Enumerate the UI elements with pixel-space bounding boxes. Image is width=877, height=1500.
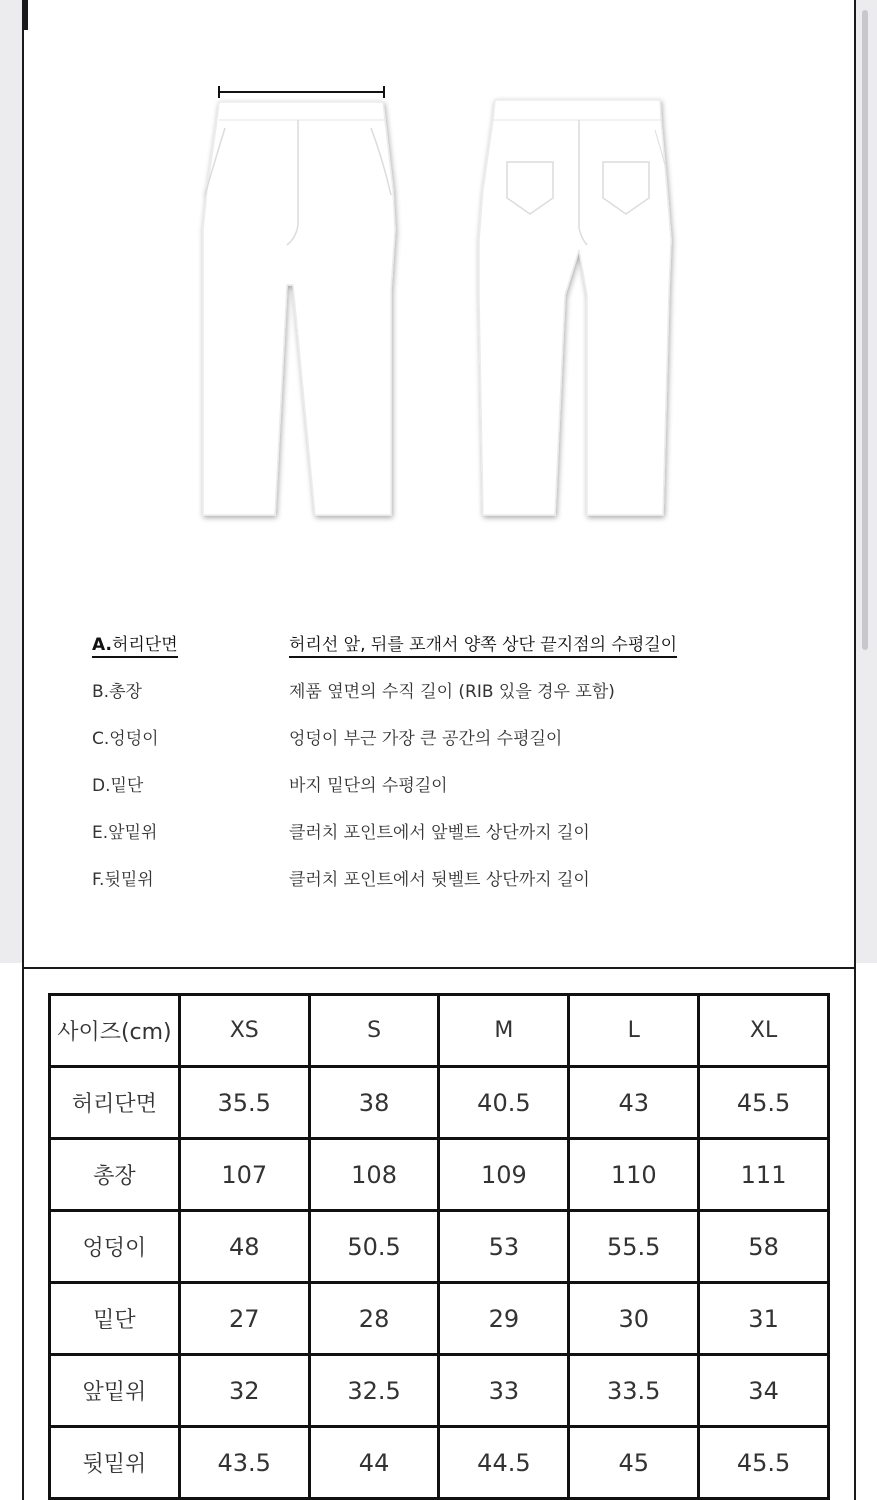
- table-header-cell: M: [439, 995, 569, 1067]
- desc-row-back-rise: [92, 865, 792, 912]
- table-cell: 43: [569, 1067, 699, 1139]
- desc-row-hem: [92, 771, 792, 818]
- table-cell: 45.5: [699, 1427, 829, 1499]
- desc-code: E.: [92, 823, 109, 843]
- table-cell: 29: [439, 1283, 569, 1355]
- table-cell: 28: [309, 1283, 439, 1355]
- row-label: 밑단: [50, 1283, 180, 1355]
- table-cell: 33: [439, 1355, 569, 1427]
- table-cell: 38: [309, 1067, 439, 1139]
- desc-name: 엉덩이: [109, 729, 159, 749]
- table-cell: 58: [699, 1211, 829, 1283]
- desc-term: [92, 724, 159, 749]
- section-divider: [24, 967, 854, 969]
- desc-name: 앞밑위: [108, 823, 158, 843]
- table-header-cell: L: [569, 995, 699, 1067]
- table-cell: 50.5: [309, 1211, 439, 1283]
- table-row: [50, 1211, 829, 1283]
- desc-term: [92, 818, 157, 843]
- table-cell: 108: [309, 1139, 439, 1211]
- desc-code: D.: [92, 776, 111, 796]
- table-cell: 43.5: [179, 1427, 309, 1499]
- table-cell: 40.5: [439, 1067, 569, 1139]
- desc-name: 뒷밑위: [104, 870, 154, 890]
- table-cell: 45.5: [699, 1067, 829, 1139]
- table-cell: 30: [569, 1283, 699, 1355]
- table-cell: 110: [569, 1139, 699, 1211]
- desc-text: 허리선 앞, 뒤를 포개서 양쪽 상단 끝지점의 수평길이: [289, 630, 677, 658]
- table-cell: 111: [699, 1139, 829, 1211]
- table-cell: 107: [179, 1139, 309, 1211]
- desc-row-waist: [92, 630, 792, 677]
- table-cell: 35.5: [179, 1067, 309, 1139]
- table-row: [50, 1283, 829, 1355]
- desc-row-length: [92, 677, 792, 724]
- table-cell: 109: [439, 1139, 569, 1211]
- desc-text: 클러치 포인트에서 뒷벨트 상단까지 길이: [289, 870, 590, 890]
- pants-front-icon: [203, 102, 395, 515]
- table-cell: 48: [179, 1211, 309, 1283]
- row-label: 앞밑위: [50, 1355, 180, 1427]
- table-cell: 34: [699, 1355, 829, 1427]
- row-label: 허리단면: [50, 1067, 180, 1139]
- size-table: [48, 993, 830, 1500]
- table-row: [50, 1355, 829, 1427]
- table-cell: 45: [569, 1427, 699, 1499]
- desc-row-front-rise: [92, 818, 792, 865]
- table-row: [50, 1067, 829, 1139]
- table-header-row: [50, 995, 829, 1067]
- table-cell: 33.5: [569, 1355, 699, 1427]
- desc-text: 바지 밑단의 수평길이: [289, 776, 448, 796]
- table-cell: 32: [179, 1355, 309, 1427]
- table-row: [50, 1139, 829, 1211]
- desc-code: A.: [92, 635, 112, 655]
- desc-term: [92, 771, 143, 796]
- row-label: 뒷밑위: [50, 1427, 180, 1499]
- scrollbar[interactable]: [862, 0, 868, 1500]
- desc-name: 밑단: [110, 776, 144, 796]
- table-header-cell: S: [309, 995, 439, 1067]
- waist-measure-line-icon: [219, 86, 384, 98]
- table-cell: 31: [699, 1283, 829, 1355]
- scrollbar-thumb[interactable]: [862, 10, 868, 650]
- desc-text: 클러치 포인트에서 앞벨트 상단까지 길이: [289, 823, 590, 843]
- pants-illustration: [195, 80, 685, 530]
- table-cell: 55.5: [569, 1211, 699, 1283]
- desc-term: [92, 630, 178, 658]
- desc-text: 엉덩이 부근 가장 큰 공간의 수평길이: [289, 729, 563, 749]
- table-cell: 32.5: [309, 1355, 439, 1427]
- table-row: [50, 1427, 829, 1499]
- table-header-cell: XS: [179, 995, 309, 1067]
- table-cell: 53: [439, 1211, 569, 1283]
- desc-name: 총장: [109, 682, 142, 702]
- desc-term: [92, 865, 154, 890]
- table-header-cell: XL: [699, 995, 829, 1067]
- measurement-descriptions: [92, 630, 792, 912]
- table-header-cell: 사이즈(cm): [50, 995, 180, 1067]
- table-cell: 27: [179, 1283, 309, 1355]
- table-cell: 44.5: [439, 1427, 569, 1499]
- table-cell: 44: [309, 1427, 439, 1499]
- row-label: 엉덩이: [50, 1211, 180, 1283]
- desc-code: C.: [92, 729, 110, 749]
- desc-code: F.: [92, 870, 105, 890]
- desc-term: [92, 677, 142, 702]
- desc-row-hip: [92, 724, 792, 771]
- corner-mark: [24, 0, 28, 30]
- desc-code: B.: [92, 682, 110, 702]
- desc-text: 제품 옆면의 수직 길이 (RIB 있을 경우 포함): [289, 682, 615, 702]
- row-label: 총장: [50, 1139, 180, 1211]
- desc-name: 허리단면: [111, 635, 178, 655]
- pants-back-icon: [479, 100, 671, 515]
